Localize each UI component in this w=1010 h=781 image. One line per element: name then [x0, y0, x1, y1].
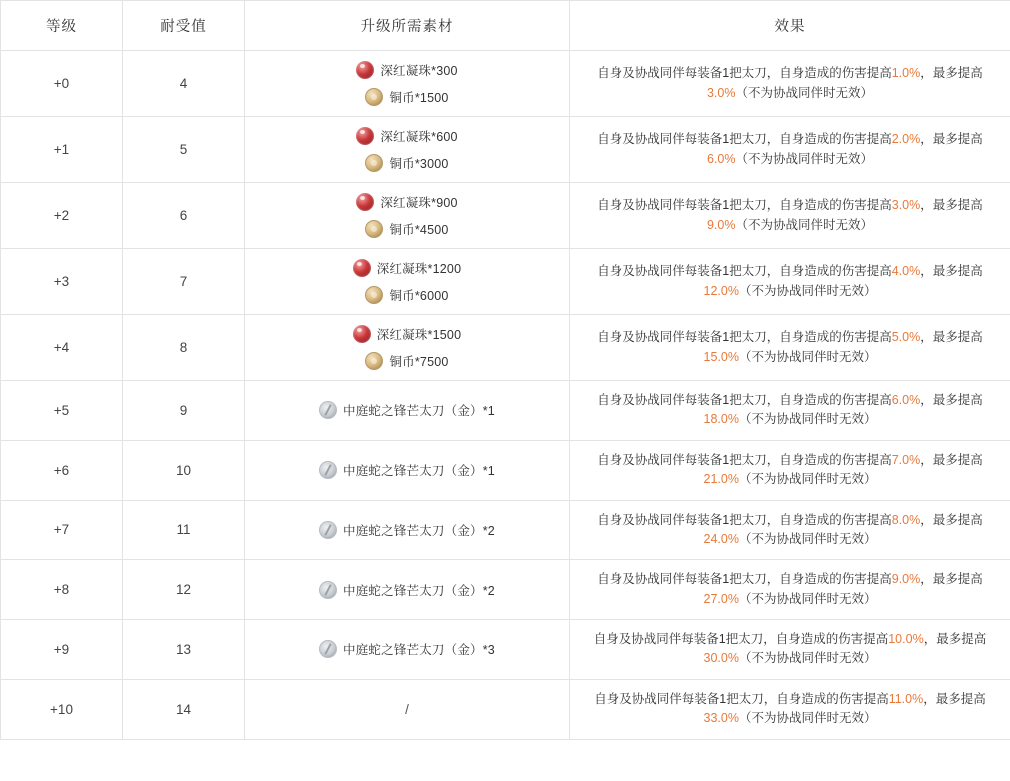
cell-level: +8: [1, 560, 123, 620]
material-label: 深红凝珠*900: [380, 196, 458, 210]
effect-value-primary: 10.0%: [888, 632, 924, 646]
cell-durability: 11: [123, 500, 245, 560]
effect-text-prefix: 自身及协战同伴每装备1把太刀，自身造成的伤害提高: [597, 264, 892, 279]
effect-text-suffix: （不为协战同伴时无效）: [738, 283, 877, 298]
katana-icon: [319, 401, 337, 419]
cell-effect: [570, 679, 1010, 739]
effect-text-mid: ，最多提高: [920, 512, 983, 527]
cell-level: +7: [1, 500, 123, 560]
cell-effect: [570, 381, 1010, 441]
material-list: [245, 127, 569, 172]
material-list: [245, 325, 569, 370]
effect-value-max: 18.0%: [703, 412, 739, 427]
table-row: [1, 117, 1010, 183]
column-header-durability: 耐受值: [123, 1, 245, 51]
material-item: [319, 581, 495, 599]
material-list: [245, 702, 569, 717]
cell-durability: 8: [123, 315, 245, 381]
cell-materials: [245, 381, 570, 441]
katana-icon: [319, 521, 337, 539]
effect-text-suffix: （不为协战同伴时无效）: [738, 412, 877, 427]
table-row: [1, 249, 1010, 315]
material-list: [245, 401, 569, 419]
effect-text-suffix: （不为协战同伴时无效）: [735, 151, 873, 166]
effect-value-primary: 8.0%: [891, 512, 921, 527]
effect-text-prefix: 自身及协战同伴每装备1把太刀，自身造成的伤害提高: [597, 330, 892, 345]
cell-durability: 5: [123, 117, 245, 183]
effect-value-max: 33.0%: [703, 711, 739, 726]
effect-text-suffix: （不为协战同伴时无效）: [738, 472, 877, 487]
effect-text-suffix: （不为协战同伴时无效）: [735, 217, 873, 232]
cell-effect: [570, 315, 1010, 381]
effect-text-prefix: 自身及协战同伴每装备1把太刀，自身造成的伤害提高: [594, 691, 889, 706]
cell-effect: [570, 620, 1010, 680]
cell-effect: [570, 183, 1010, 249]
pearl-icon: [356, 127, 374, 145]
effect-value-max: 24.0%: [703, 531, 739, 546]
effect-text-mid: ，最多提高: [923, 691, 986, 706]
katana-icon: [319, 461, 337, 479]
effect-text-suffix: （不为协战同伴时无效）: [738, 651, 877, 666]
material-item: [405, 702, 409, 717]
material-label: 深红凝珠*600: [380, 130, 458, 144]
effect-text-suffix: （不为协战同伴时无效）: [738, 531, 877, 546]
material-item: [353, 259, 461, 277]
table-row: [1, 620, 1010, 680]
cell-materials: [245, 679, 570, 739]
coin-icon: [365, 154, 383, 172]
cell-level: +9: [1, 620, 123, 680]
effect-text-mid: ，最多提高: [920, 572, 983, 587]
cell-durability: 7: [123, 249, 245, 315]
cell-durability: 14: [123, 679, 245, 739]
cell-durability: 13: [123, 620, 245, 680]
effect-value-max: 6.0%: [706, 151, 736, 166]
material-label: 中庭蛇之锋芒太刀（金）*3: [343, 643, 495, 658]
cell-materials: [245, 51, 570, 117]
cell-level: +1: [1, 117, 123, 183]
effect-text-prefix: 自身及协战同伴每装备1把太刀，自身造成的伤害提高: [597, 512, 892, 527]
effect-value-primary: 7.0%: [891, 452, 921, 467]
effect-text-prefix: 自身及协战同伴每装备1把太刀，自身造成的伤害提高: [597, 66, 892, 81]
material-item: [319, 521, 495, 539]
cell-materials: [245, 500, 570, 560]
material-item: [356, 127, 457, 145]
effect-value-primary: 5.0%: [891, 330, 921, 345]
effect-value-max: 27.0%: [703, 591, 739, 606]
katana-icon: [319, 640, 337, 658]
cell-materials: [245, 315, 570, 381]
cell-level: +0: [1, 51, 123, 117]
material-item: [365, 88, 448, 106]
effect-value-primary: 6.0%: [891, 393, 921, 407]
cell-durability: 12: [123, 560, 245, 620]
table-row: [1, 500, 1010, 560]
material-label: 铜币*3000: [389, 157, 449, 171]
material-list: [245, 521, 569, 539]
table-row: [1, 679, 1010, 739]
material-item: [319, 401, 495, 419]
effect-text-suffix: （不为协战同伴时无效）: [738, 711, 877, 726]
cell-level: +10: [1, 679, 123, 739]
effect-value-max: 12.0%: [703, 283, 739, 298]
effect-text-mid: ，最多提高: [920, 66, 983, 81]
effect-value-max: 9.0%: [706, 217, 736, 232]
effect-text-suffix: （不为协战同伴时无效）: [735, 85, 873, 100]
effect-text-prefix: 自身及协战同伴每装备1把太刀，自身造成的伤害提高: [593, 632, 889, 646]
material-label: 中庭蛇之锋芒太刀（金）*2: [343, 583, 495, 598]
effect-value-max: 30.0%: [703, 651, 739, 666]
material-item: [365, 352, 448, 370]
material-item: [365, 220, 448, 238]
material-list: [245, 581, 569, 599]
effect-text-prefix: 自身及协战同伴每装备1把太刀，自身造成的伤害提高: [597, 132, 892, 147]
cell-durability: 9: [123, 381, 245, 441]
material-item: [365, 286, 448, 304]
cell-durability: 4: [123, 51, 245, 117]
effect-value-max: 3.0%: [706, 85, 736, 100]
table-body: [1, 51, 1010, 740]
material-label: 中庭蛇之锋芒太刀（金）*2: [343, 523, 495, 538]
effect-text-mid: ，最多提高: [920, 132, 983, 147]
material-label: 铜币*4500: [389, 223, 449, 237]
material-label: /: [405, 701, 409, 717]
cell-materials: [245, 249, 570, 315]
effect-text-suffix: （不为协战同伴时无效）: [738, 591, 877, 606]
material-item: [365, 154, 448, 172]
column-header-level: 等级: [1, 1, 123, 51]
effect-text-suffix: （不为协战同伴时无效）: [738, 349, 877, 364]
cell-effect: [570, 249, 1010, 315]
material-list: [245, 193, 569, 238]
effect-value-primary: 2.0%: [891, 132, 921, 147]
material-label: 深红凝珠*1500: [376, 328, 462, 342]
cell-materials: [245, 440, 570, 500]
table-row: [1, 381, 1010, 441]
coin-icon: [365, 352, 383, 370]
material-label: 铜币*6000: [389, 289, 449, 303]
cell-effect: [570, 51, 1010, 117]
column-header-materials: 升级所需素材: [245, 1, 570, 51]
effect-text-mid: ，最多提高: [920, 198, 983, 213]
effect-text-mid: ，最多提高: [920, 452, 983, 467]
effect-value-max: 21.0%: [703, 472, 739, 487]
material-item: [353, 325, 461, 343]
effect-text-prefix: 自身及协战同伴每装备1把太刀，自身造成的伤害提高: [597, 198, 892, 213]
effect-text-mid: ，最多提高: [923, 632, 987, 646]
material-list: [245, 461, 569, 479]
katana-icon: [319, 581, 337, 599]
effect-value-primary: 9.0%: [891, 572, 921, 587]
cell-effect: [570, 440, 1010, 500]
cell-level: +5: [1, 381, 123, 441]
cell-materials: [245, 183, 570, 249]
cell-level: +6: [1, 440, 123, 500]
table-row: [1, 183, 1010, 249]
material-label: 中庭蛇之锋芒太刀（金）*1: [343, 464, 495, 479]
material-item: [319, 461, 495, 479]
cell-effect: [570, 500, 1010, 560]
pearl-icon: [353, 259, 371, 277]
cell-level: +3: [1, 249, 123, 315]
material-item: [356, 61, 457, 79]
cell-durability: 6: [123, 183, 245, 249]
material-label: 中庭蛇之锋芒太刀（金）*1: [343, 404, 495, 419]
effect-value-max: 15.0%: [703, 349, 739, 364]
table-row: [1, 315, 1010, 381]
material-label: 铜币*7500: [389, 355, 449, 369]
cell-materials: [245, 560, 570, 620]
cell-materials: [245, 117, 570, 183]
cell-level: +4: [1, 315, 123, 381]
material-list: [245, 640, 569, 658]
material-label: 深红凝珠*300: [380, 64, 458, 78]
effect-value-primary: 11.0%: [888, 691, 924, 706]
effect-text-mid: ，最多提高: [920, 264, 983, 279]
cell-level: +2: [1, 183, 123, 249]
column-header-effect: 效果: [570, 1, 1010, 51]
material-label: 深红凝珠*1200: [376, 262, 462, 276]
pearl-icon: [356, 61, 374, 79]
effect-text-prefix: 自身及协战同伴每装备1把太刀，自身造成的伤害提高: [597, 452, 892, 467]
effect-value-primary: 3.0%: [891, 198, 921, 213]
material-item: [319, 640, 495, 658]
coin-icon: [365, 220, 383, 238]
cell-materials: [245, 620, 570, 680]
table-row: [1, 440, 1010, 500]
cell-effect: [570, 117, 1010, 183]
material-label: 铜币*1500: [389, 91, 449, 105]
effect-value-primary: 1.0%: [891, 66, 921, 81]
material-list: [245, 259, 569, 304]
coin-icon: [365, 88, 383, 106]
material-item: [356, 193, 457, 211]
pearl-icon: [353, 325, 371, 343]
effect-value-primary: 4.0%: [891, 264, 921, 279]
effect-text-prefix: 自身及协战同伴每装备1把太刀，自身造成的伤害提高: [597, 572, 892, 587]
material-list: [245, 61, 569, 106]
cell-durability: 10: [123, 440, 245, 500]
pearl-icon: [356, 193, 374, 211]
effect-text-prefix: 自身及协战同伴每装备1把太刀，自身造成的伤害提高: [597, 393, 892, 407]
cell-effect: [570, 560, 1010, 620]
effect-text-mid: ，最多提高: [920, 393, 983, 407]
table-header-row: [1, 1, 1010, 51]
table-row: [1, 560, 1010, 620]
coin-icon: [365, 286, 383, 304]
effect-text-mid: ，最多提高: [920, 330, 983, 345]
table-row: [1, 51, 1010, 117]
